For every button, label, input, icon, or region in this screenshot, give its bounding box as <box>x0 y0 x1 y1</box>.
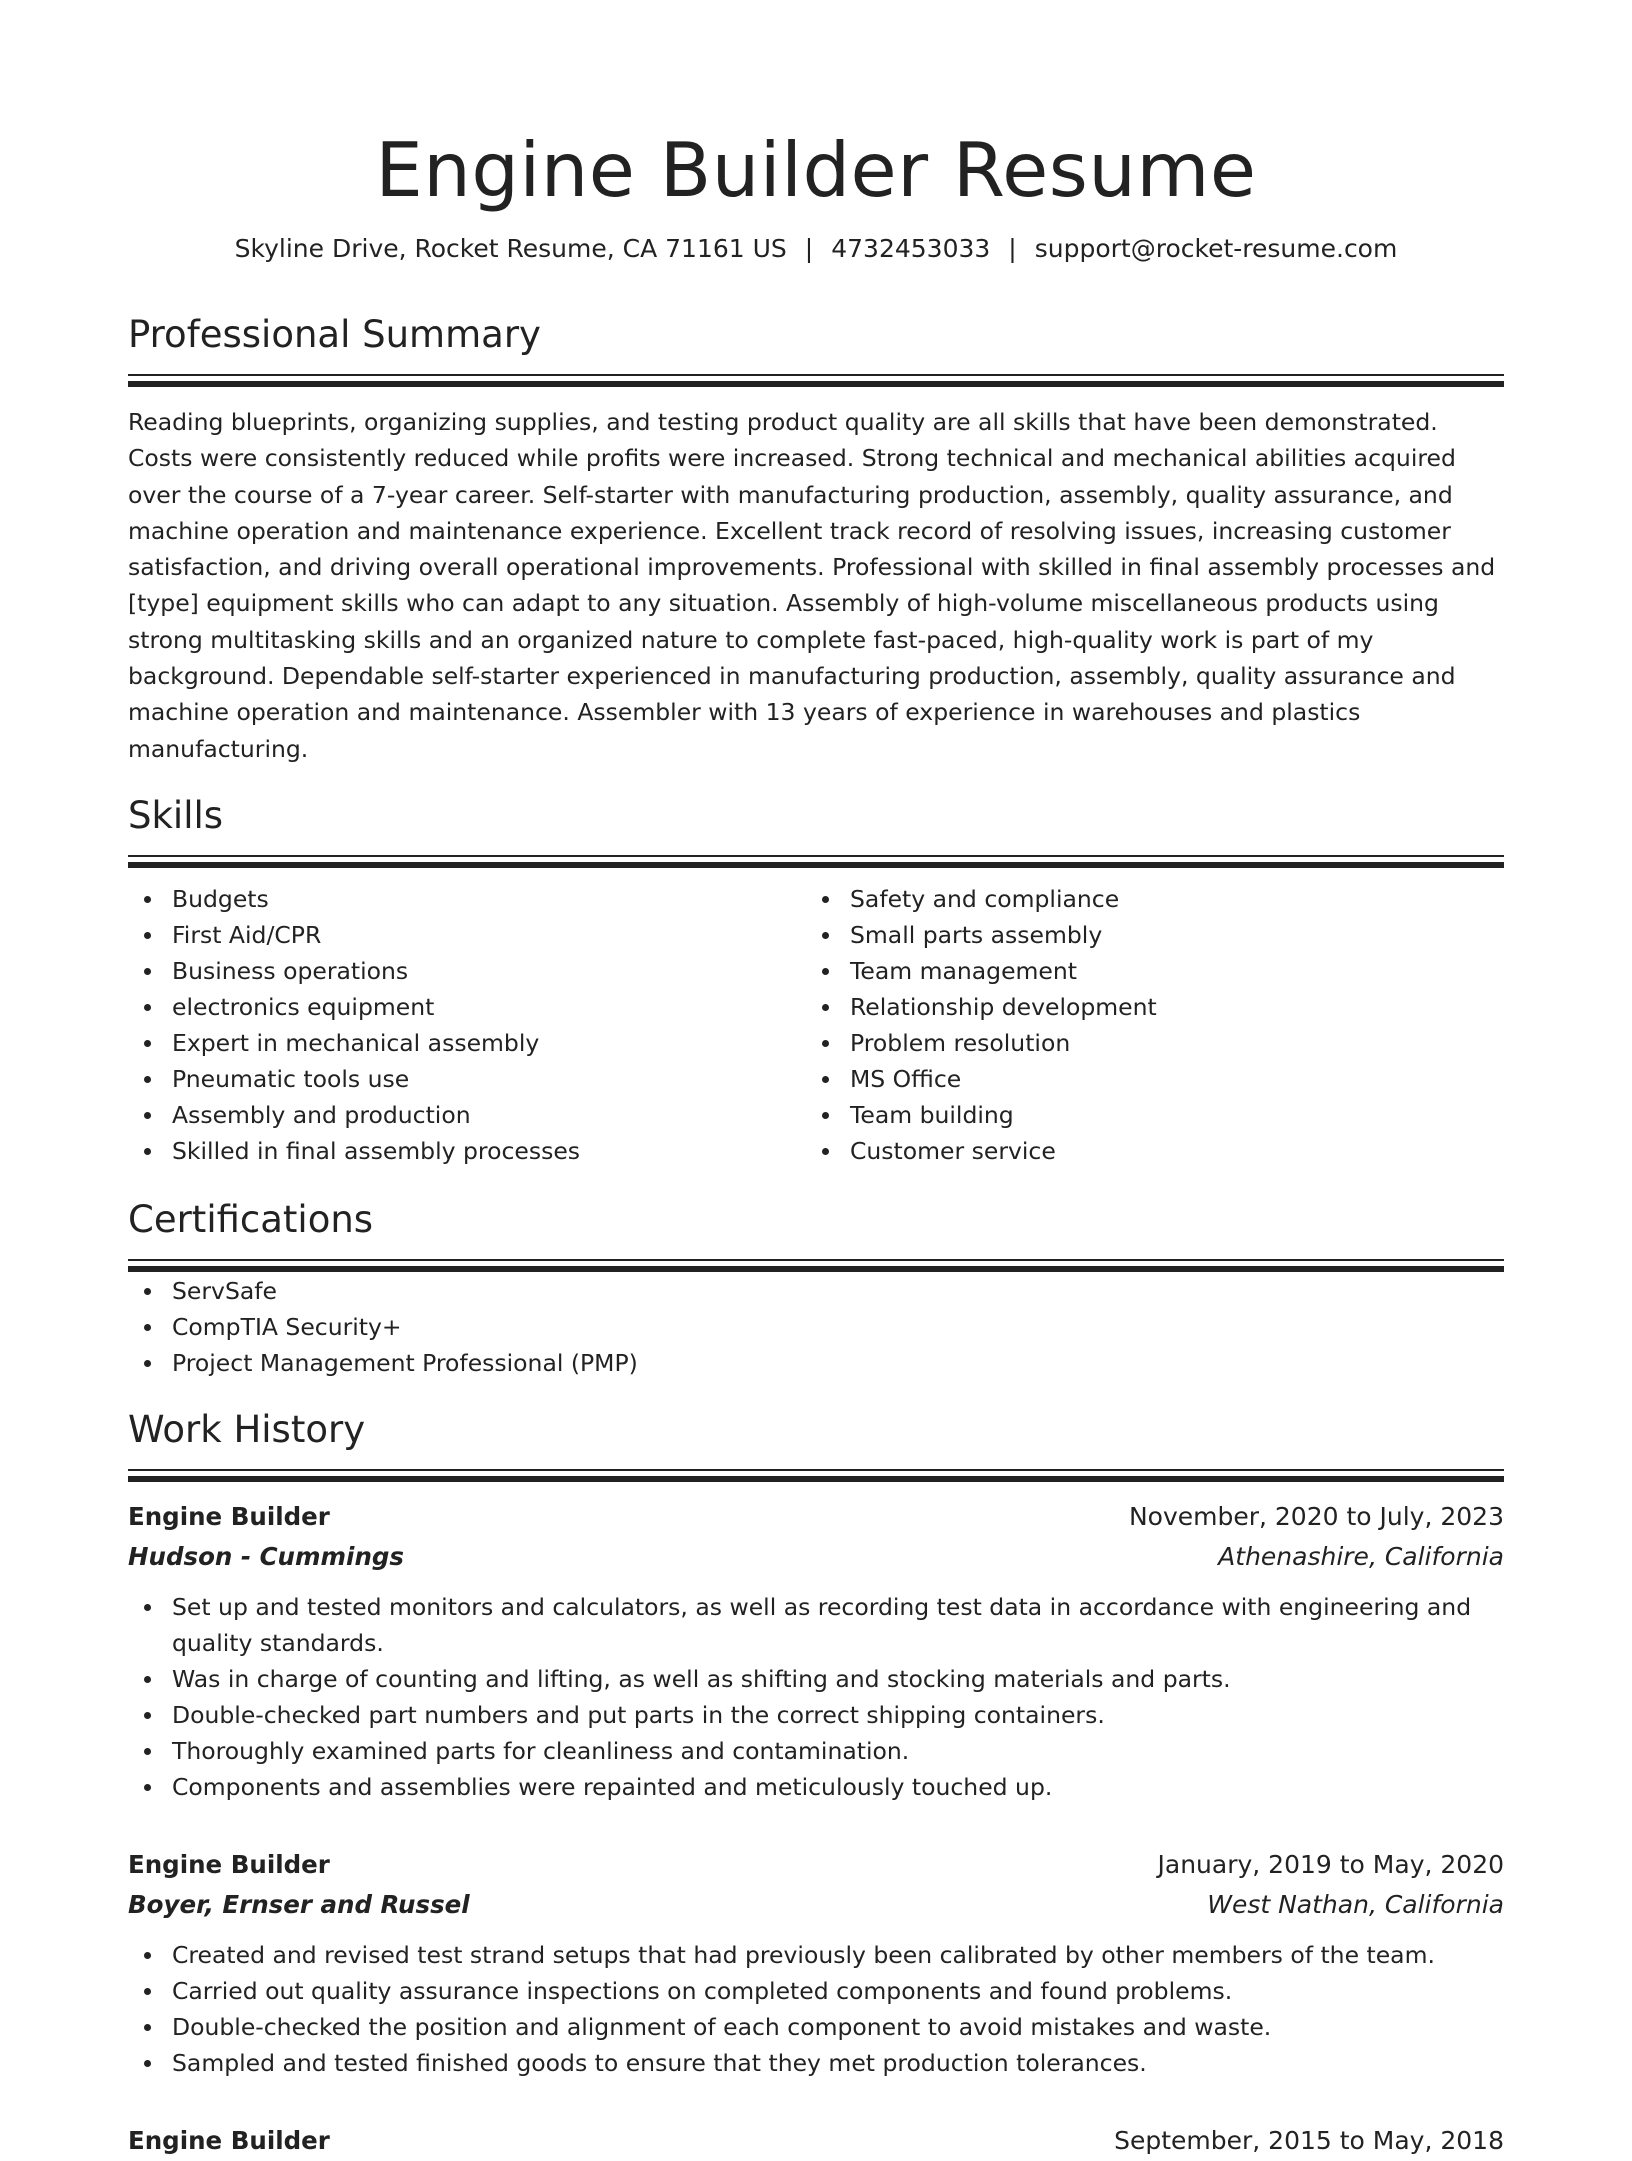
skills-column-left <box>128 881 806 1169</box>
summary-heading: Professional Summary <box>128 313 541 356</box>
job-duty-item: Components and assemblies were repainted and meticulously touched up. <box>128 1769 1504 1805</box>
skill-item: Team management <box>806 953 1484 989</box>
skill-item: Customer service <box>806 1133 1484 1169</box>
job-company-row <box>128 1885 1504 1925</box>
job-header-row <box>128 1497 1504 1537</box>
section-divider <box>128 1259 1504 1273</box>
job-duty-item: Thoroughly examined parts for cleanliness and contamination. <box>128 1733 1504 1769</box>
job-location: West Nathan, California <box>1207 1889 1504 1919</box>
skill-item: Safety and compliance <box>806 881 1484 917</box>
skill-item: electronics equipment <box>128 989 806 1025</box>
contact-separator: | <box>1008 234 1017 263</box>
resume-title: Engine Builder Resume <box>375 126 1257 214</box>
job-header-row <box>128 1845 1504 1885</box>
skill-item: Problem resolution <box>806 1025 1484 1061</box>
job-entry <box>128 2121 1504 2161</box>
skill-item: Pneumatic tools use <box>128 1061 806 1097</box>
certifications-heading: Certifications <box>128 1197 374 1241</box>
contact-phone: 4732453033 <box>831 234 991 263</box>
certification-item: Project Management Professional (PMP) <box>128 1345 1504 1381</box>
skill-item: Expert in mechanical assembly <box>128 1025 806 1061</box>
skills-section-header <box>128 793 1504 869</box>
skill-item: MS Office <box>806 1061 1484 1097</box>
job-duty-item: Set up and tested monitors and calculators, as well as recording test data in accordance with engineering and quality standards. <box>128 1589 1504 1661</box>
job-entry <box>128 1497 1504 1805</box>
certification-item: CompTIA Security+ <box>128 1309 1504 1345</box>
skill-item: Business operations <box>128 953 806 989</box>
job-company-row <box>128 1537 1504 1577</box>
job-location: Athenashire, California <box>1218 1541 1504 1571</box>
job-duty-item: Carried out quality assurance inspections on completed components and found problems. <box>128 1973 1504 2009</box>
skill-item: Relationship development <box>806 989 1484 1025</box>
job-duty-item: Sampled and tested finished goods to ensure that they met production tolerances. <box>128 2045 1504 2081</box>
job-duty-item: Double-checked the position and alignment of each component to avoid mistakes and waste. <box>128 2009 1504 2045</box>
resume-page <box>128 0 1504 2161</box>
work-history-section-header <box>128 1407 1504 1483</box>
skills-column-right <box>806 881 1484 1169</box>
skill-item: Small parts assembly <box>806 917 1484 953</box>
skills-list <box>128 881 1504 1169</box>
skill-item: Assembly and production <box>128 1097 806 1133</box>
skill-item: Budgets <box>128 881 806 917</box>
job-title: Engine Builder <box>128 1849 330 1879</box>
contact-line <box>128 232 1504 266</box>
job-dates: January, 2019 to May, 2020 <box>1157 1849 1504 1879</box>
certifications-section-header <box>128 1197 1504 1273</box>
job-duty-item: Created and revised test strand setups that had previously been calibrated by other members of the team. <box>128 1937 1504 1973</box>
summary-section-header <box>128 312 1504 388</box>
work-history-heading: Work History <box>128 1407 366 1451</box>
job-dates: September, 2015 to May, 2018 <box>1114 2125 1504 2155</box>
section-divider <box>128 1469 1504 1483</box>
job-duties-list <box>128 1937 1504 2081</box>
job-title: Engine Builder <box>128 1501 330 1531</box>
job-duties-list <box>128 1589 1504 1805</box>
skill-item: Team building <box>806 1097 1484 1133</box>
job-duty-item: Was in charge of counting and lifting, as well as shifting and stocking materials and parts. <box>128 1661 1504 1697</box>
job-title: Engine Builder <box>128 2125 330 2155</box>
certification-item: ServSafe <box>128 1273 1504 1309</box>
job-company: Boyer, Ernser and Russel <box>128 1889 470 1919</box>
section-divider <box>128 855 1504 869</box>
summary-text: Reading blueprints, organizing supplies, and testing product quality are all skills that have been demonstrated. Costs were consistently reduced while profits were increased. Strong technical and mechanical abilities acquired over the course of a 7-year career. Self-starter with manufacturing production, assembly, quality assurance, and machine operation and maintenance experience. Excellent track record of resolving issues, increasing customer satisfaction, and driving overall operational improvements. Professional with skilled in final assembly processes and [type] equipment skills who can adapt to any situation. Assembly of high-volume miscellaneous products using strong multitasking skills and an organized nature to complete fast-paced, high-quality work is part of my background. Dependable self-starter experienced in manufacturing production, assembly, quality assurance and machine operation and maintenance. Assembler with 13 years of experience in warehouses and plastics manufacturing. <box>128 408 1496 763</box>
skill-item: Skilled in final assembly processes <box>128 1133 806 1169</box>
job-dates: November, 2020 to July, 2023 <box>1128 1501 1504 1531</box>
job-header-row <box>128 2121 1504 2161</box>
skill-item: First Aid/CPR <box>128 917 806 953</box>
contact-address: Skyline Drive, Rocket Resume, CA 71161 US <box>234 234 787 263</box>
skills-heading: Skills <box>128 793 224 837</box>
certifications-list <box>128 1273 1504 1381</box>
section-divider <box>128 374 1504 388</box>
job-company: Hudson - Cummings <box>128 1541 405 1571</box>
job-duty-item: Double-checked part numbers and put parts in the correct shipping containers. <box>128 1697 1504 1733</box>
job-entry <box>128 1845 1504 2081</box>
contact-email[interactable]: support@rocket-resume.com <box>1034 234 1398 263</box>
contact-separator: | <box>804 234 814 263</box>
